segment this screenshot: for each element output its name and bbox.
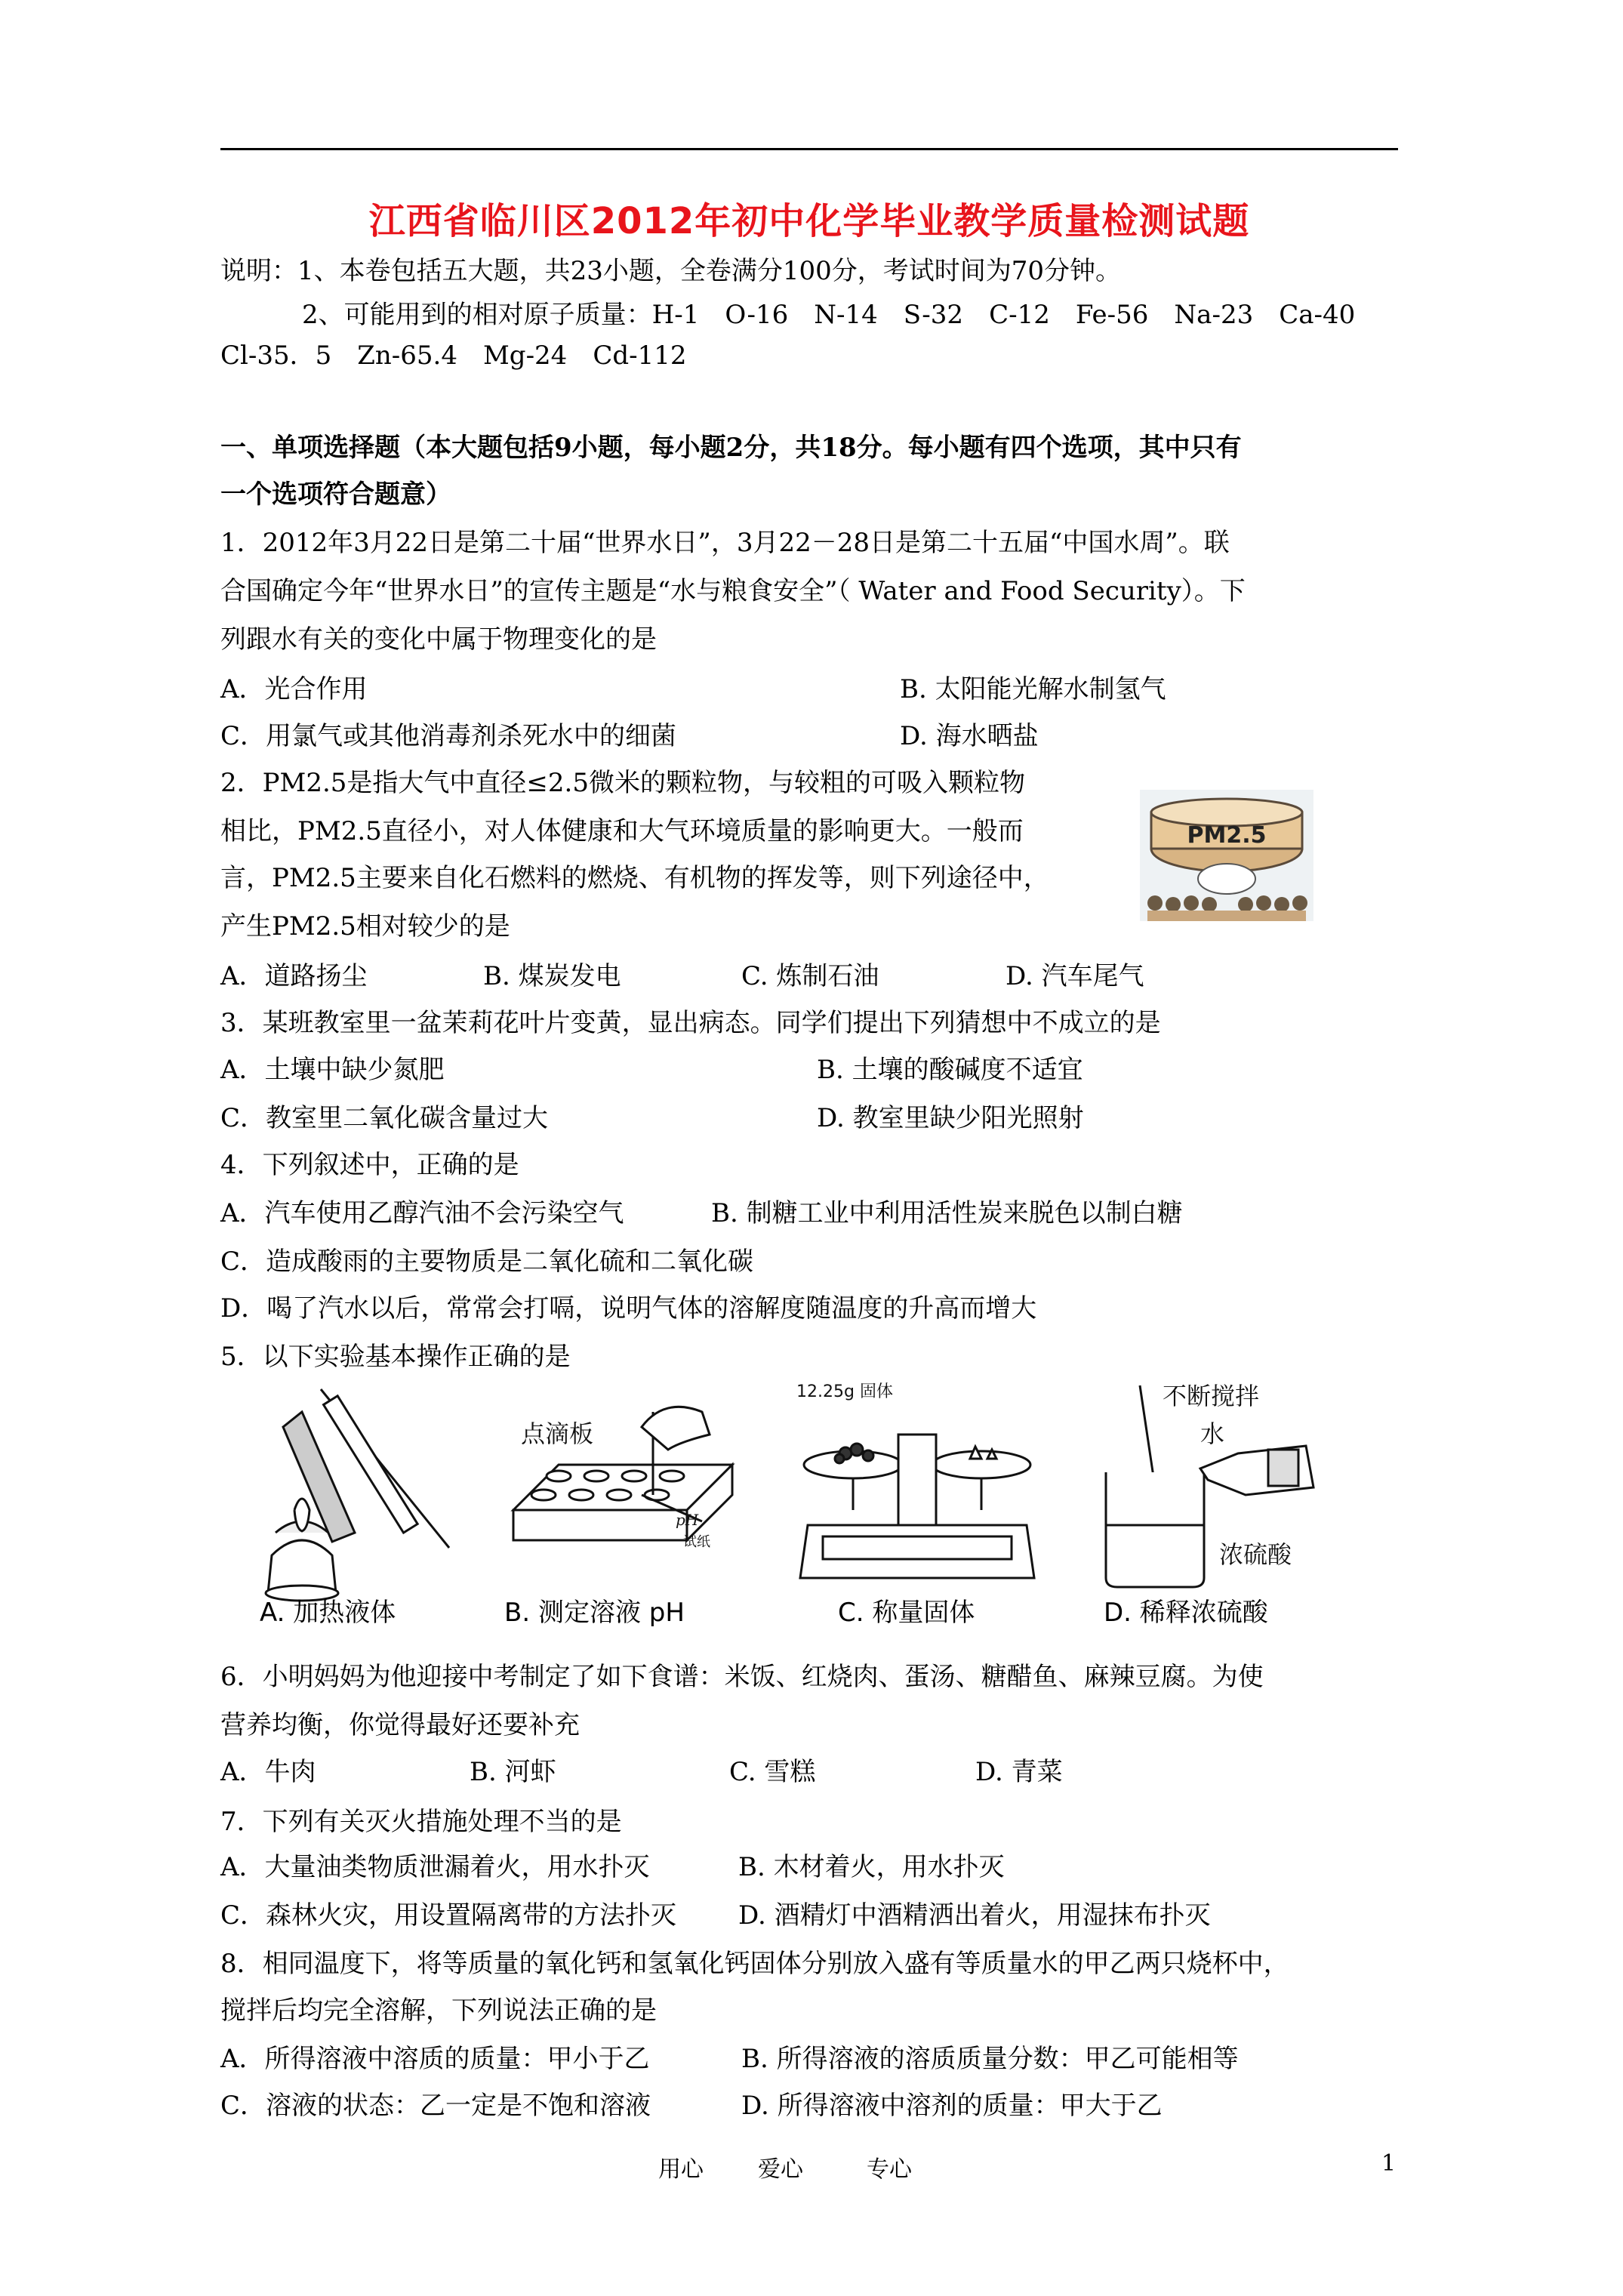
q3-line-1: 3．某班教室里一盆茉莉花叶片变黄，显出病态。同学们提出下列猜想中不成立的是 — [220, 1008, 1161, 1038]
q2-option-b: B. 煤炭发电 — [483, 961, 621, 991]
section-heading-1: 一、单项选择题（本大题包括9小题，每小题2分，共18分。每小题有四个选项，其中只有 — [220, 433, 1242, 463]
note-line-2: 2、可能用到的相对原子质量：H-1 O-16 N-14 S-32 C-12 Fe-56 Na-23 Ca-40 — [302, 300, 1356, 330]
figure-a-heating-liquid — [249, 1382, 476, 1608]
q8-line-1: 8．相同温度下，将等质量的氧化钙和氢氧化钙固体分别放入盛有等质量水的甲乙两只烧杯中， — [220, 1949, 1289, 1979]
section-heading-2: 一个选项符合题意） — [220, 479, 451, 510]
mass-label: 12.25g 固体 — [796, 1382, 893, 1401]
q8-line-2: 搅拌后均完全溶解，下列说法正确的是 — [220, 1996, 657, 2026]
q1-option-d: D. 海水晒盐 — [900, 721, 1039, 751]
q6-line-2: 营养均衡，你觉得最好还要补充 — [220, 1710, 580, 1740]
q1-option-a: A．光合作用 — [220, 674, 368, 704]
q8-option-b: B. 所得溶液的溶质质量分数：甲乙可能相等 — [741, 2044, 1239, 2074]
drip-plate-label: 点滴板 — [521, 1419, 594, 1448]
q2-line-4: 产生PM2.5相对较少的是 — [220, 911, 510, 942]
q7-option-a: A．大量油类物质泄漏着火，用水扑灭 — [220, 1852, 650, 1882]
q6-option-a: A．牛肉 — [220, 1757, 316, 1787]
q4-option-a: A．汽车使用乙醇汽油不会污染空气 — [220, 1198, 624, 1228]
figure-a-caption: A. 加热液体 — [260, 1598, 396, 1628]
q2-option-a: A．道路扬尘 — [220, 961, 368, 991]
q8-option-d: D. 所得溶液中溶剂的质量：甲大于乙 — [741, 2091, 1163, 2121]
note-line-3: Cl-35．5 Zn-65.4 Mg-24 Cd-112 — [220, 341, 687, 371]
figure-b-ph-test — [491, 1382, 747, 1593]
q7-line-1: 7．下列有关灭火措施处理不当的是 — [220, 1807, 622, 1837]
q8-option-a: A．所得溶液中溶质的质量：甲小于乙 — [220, 2044, 650, 2074]
q8-option-c: C．溶液的状态：乙一定是不饱和溶液 — [220, 2091, 651, 2121]
q4-option-d: D．喝了汽水以后，常常会打嗝，说明气体的溶解度随温度的升高而增大 — [220, 1293, 1037, 1324]
q1-option-c: C．用氯气或其他消毒剂杀死水中的细菌 — [220, 721, 677, 751]
pm25-illustration — [1140, 790, 1313, 921]
note-line-1: 说明：1、本卷包括五大题，共23小题，全卷满分100分，考试时间为70分钟。 — [220, 256, 1122, 286]
q4-option-b: B. 制糖工业中利用活性炭来脱色以制白糖 — [711, 1198, 1183, 1228]
stir-label: 不断搅拌 — [1163, 1382, 1260, 1410]
q6-option-b: B. 河虾 — [470, 1757, 556, 1787]
figure-b-caption: B. 测定溶液 pH — [504, 1598, 685, 1628]
q1-line-3: 列跟水有关的变化中属于物理变化的是 — [220, 624, 657, 655]
q2-option-d: D. 汽车尾气 — [1006, 961, 1144, 991]
figure-c-caption: C. 称量固体 — [838, 1598, 975, 1628]
q3-option-d: D. 教室里缺少阳光照射 — [817, 1103, 1084, 1133]
q4-line-1: 4．下列叙述中，正确的是 — [220, 1150, 519, 1180]
q2-line-3: 言，PM2.5主要来自化石燃料的燃烧、有机物的挥发等，则下列途径中， — [220, 863, 1049, 893]
q2-option-c: C. 炼制石油 — [741, 961, 879, 991]
acid-label: 浓硫酸 — [1219, 1540, 1292, 1569]
q7-option-b: B. 木材着火，用水扑灭 — [738, 1852, 1005, 1882]
figure-c-balance — [793, 1374, 1049, 1601]
q4-option-c: C．造成酸雨的主要物质是二氧化硫和二氧化碳 — [220, 1247, 754, 1277]
q2-line-1: 2．PM2.5是指大气中直径≤2.5微米的颗粒物，与较粗的可吸入颗粒物 — [220, 768, 1025, 798]
q3-option-a: A．土壤中缺少氮肥 — [220, 1055, 445, 1085]
q1-line-1: 1．2012年3月22日是第二十届“世界水日”，3月22－28日是第二十五届“中国水周”。联 — [220, 528, 1230, 558]
water-label: 水 — [1200, 1419, 1225, 1448]
q1-line-2: 合国确定今年“世界水日”的宣传主题是“水与粮食安全”（ Water and Food Security）。下 — [220, 576, 1246, 606]
figure-d-caption: D. 稀释浓硫酸 — [1104, 1598, 1268, 1628]
figure-d-dilute-acid — [1087, 1374, 1389, 1601]
page-number: 1 — [1381, 2150, 1397, 2177]
q6-option-c: C. 雪糕 — [729, 1757, 816, 1787]
footer-motto-3: 专心 — [867, 2156, 912, 2183]
pm25-label: PM2.5 — [1187, 822, 1267, 849]
q7-option-d: D. 酒精灯中酒精洒出着火，用湿抹布扑灭 — [738, 1900, 1211, 1931]
q1-option-b: B. 太阳能光解水制氢气 — [900, 674, 1166, 704]
footer-motto-1: 用心 — [658, 2156, 704, 2183]
page-title: 江西省临川区2012年初中化学毕业教学质量检测试题 — [368, 200, 1250, 242]
q7-option-c: C．森林火灾，用设置隔离带的方法扑灭 — [220, 1900, 677, 1931]
q6-line-1: 6．小明妈妈为他迎接中考制定了如下食谱：米饭、红烧肉、蛋汤、糖醋鱼、麻辣豆腐。为使 — [220, 1662, 1264, 1692]
q3-option-b: B. 土壤的酸碱度不适宜 — [817, 1055, 1083, 1085]
q3-option-c: C．教室里二氧化碳含量过大 — [220, 1103, 549, 1133]
ph-label: pH — [676, 1511, 699, 1529]
ph-paper-label: 试纸 — [683, 1534, 710, 1550]
q5-line-1: 5．以下实验基本操作正确的是 — [220, 1342, 571, 1372]
header-rule — [220, 148, 1398, 150]
footer-motto-2: 爱心 — [758, 2156, 803, 2183]
q2-line-2: 相比，PM2.5直径小，对人体健康和大气环境质量的影响更大。一般而 — [220, 816, 1024, 846]
q6-option-d: D. 青菜 — [975, 1757, 1063, 1787]
